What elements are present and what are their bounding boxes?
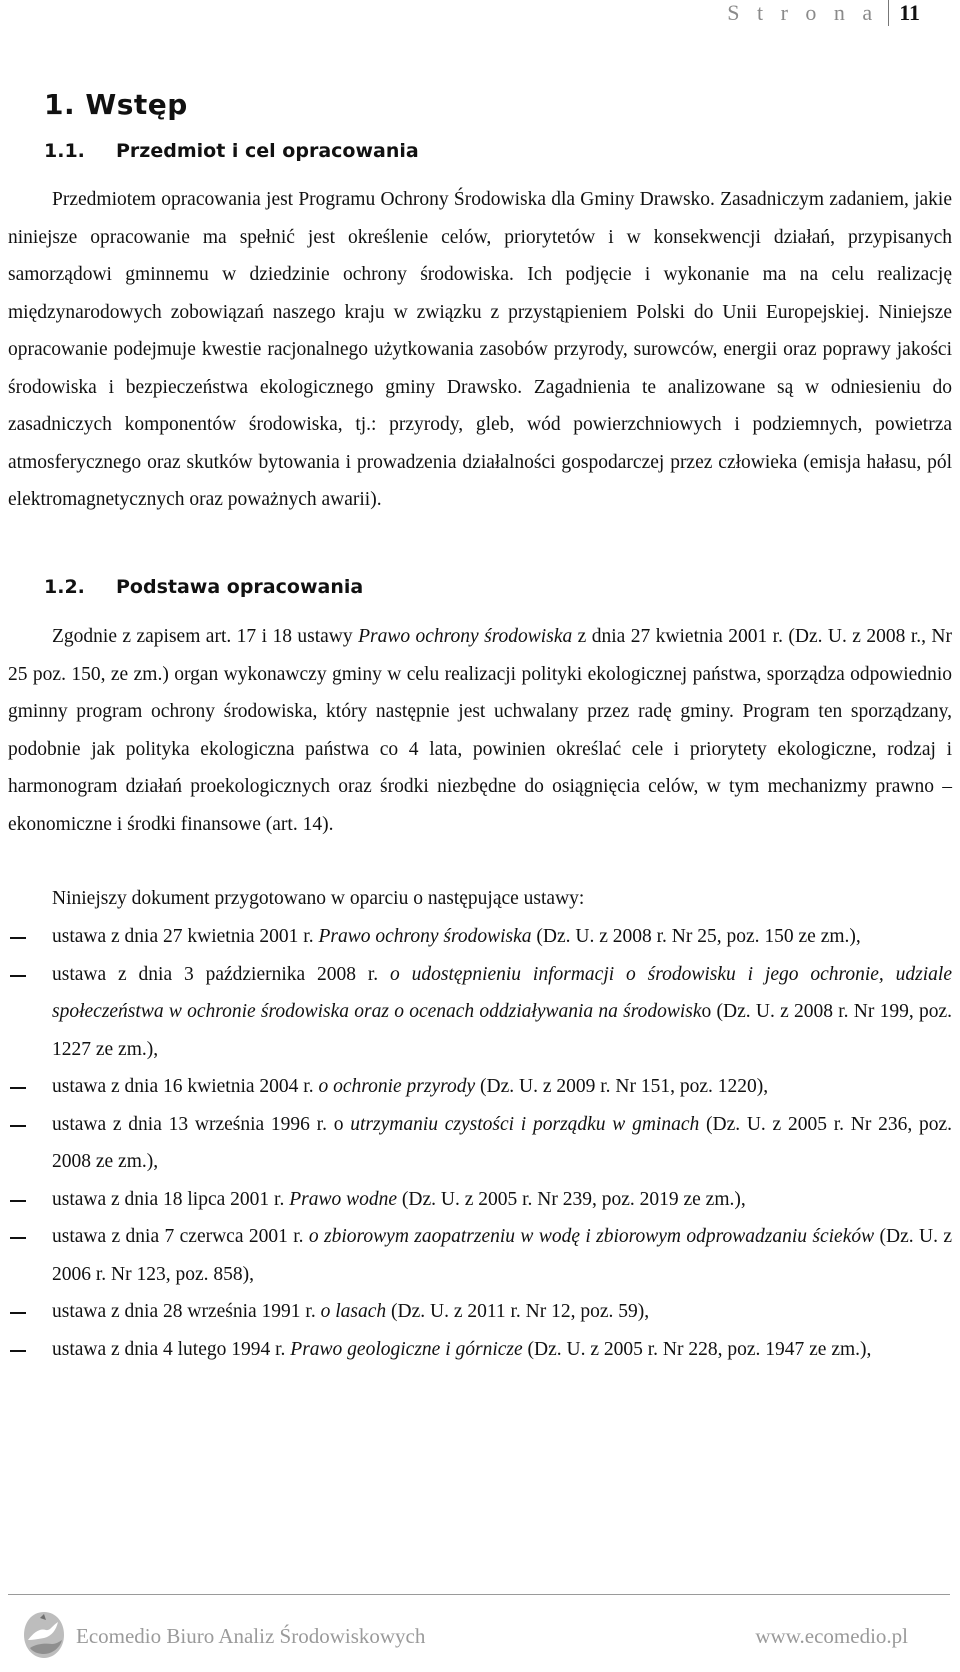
chapter-heading: 1. Wstęp: [44, 88, 188, 121]
list-item: ustawa z dnia 28 września 1991 r. o lasach (Dz. U. z 2011 r. Nr 12, poz. 59),: [52, 1301, 650, 1322]
list-item: ustawa z dnia 7 czerwca 2001 r. o zbiorowym zaopatrzeniu w wodę i zbiorowym odprowadzaniu ścieków (Dz. U. z 2006 r. Nr 123, poz. 858),: [52, 1226, 952, 1285]
section-number: 1.1.: [44, 140, 85, 162]
section-title: Przedmiot i cel opracowania: [116, 140, 419, 162]
page-header: [727, 0, 920, 24]
section-heading-1-2: [44, 576, 363, 598]
list-item: ustawa z dnia 4 lutego 1994 r. Prawo geologiczne i górnicze (Dz. U. z 2005 r. Nr 228, poz. 1947 ze zm.),: [52, 1338, 872, 1360]
page-number: 11: [899, 0, 920, 25]
footer-divider: [8, 1594, 950, 1595]
list-item: ustawa z dnia 18 lipca 2001 r. Prawo wodne (Dz. U. z 2005 r. Nr 239, poz. 2019 ze zm.),: [52, 1188, 746, 1210]
legal-basis-act-title: Prawo ochrony środowiska: [358, 626, 573, 647]
legal-basis-text-b: z dnia 27 kwietnia 2001 r. (Dz. U. z 2008 r., Nr 25 poz. 150, ze zm.) organ wykonawczy gminy w celu realizacji polityki ekologicznej państwa, sporządza odpowiednio gminny program ochrony środowiska, który następnie jest uchwalany przez radę gminy. Program ten sporządzany, podobnie jak polityka ekologiczna państwa co 4 lata, powinien określać cele i priorytety ekologiczne, rodzaj i harmonogram działań proekologicznych oraz środki niezbędne do osiągnięcia celów, w tym mechanizmy prawno – ekonomiczne i środki finansowe (art. 14).: [8, 626, 952, 835]
footer-website-link[interactable]: www.ecomedio.pl: [755, 1624, 908, 1648]
paragraph-legal-basis: [8, 618, 952, 843]
list-item: ustawa z dnia 16 kwietnia 2004 r. o ochronie przyrody (Dz. U. z 2009 r. Nr 151, poz. 1220),: [52, 1076, 769, 1097]
paragraph-laws-intro: Niniejszy dokument przygotowano w oparciu o następujące ustawy:: [52, 888, 585, 909]
laws-list: [8, 918, 952, 1368]
section-heading-1-1: [44, 140, 419, 162]
footer-company-name: Ecomedio Biuro Analiz Środowiskowych: [76, 1624, 426, 1648]
page-label: S t r o n a: [727, 0, 879, 25]
list-item: ustawa z dnia 3 października 2008 r. o udostępnieniu informacji o środowisku i jego ochronie, udziale społeczeństwa w ochronie środowiska oraz o ocenach oddziaływania na środowisko (Dz. U. z 2008 r. Nr 199, poz. 1227 ze zm.),: [52, 963, 952, 1060]
section-title: Podstawa opracowania: [116, 576, 364, 598]
section-number: 1.2.: [44, 576, 85, 598]
header-divider: [888, 0, 889, 26]
list-item: ustawa z dnia 13 września 1996 r. o utrzymaniu czystości i porządku w gminach (Dz. U. z 2005 r. Nr 236, poz. 2008 ze zm.),: [52, 1113, 952, 1172]
paragraph-intro: Przedmiotem opracowania jest Programu Ochrony Środowiska dla Gminy Drawsko. Zasadniczym zadaniem, jakie niniejsze opracowanie ma spełnić jest określenie celów, priorytetów i w konsekwencji działań, przypisanych samorządowi gminnemu w dziedzinie ochrony środowiska. Ich podjęcie i wykonanie ma na celu realizację międzynarodowych zobowiązań naszego kraju w związku z przystąpieniem Polski do Unii Europejskiej. Niniejsze opracowanie podejmuje kwestie racjonalnego użytkowania zasobów przyrody, surowców, energii oraz poprawy jakości środowiska i bezpieczeństwa ekologicznego gminy Drawsko. Zagadnienia te analizowane są w odniesieniu do zasadniczych komponentów środowiska, tj.: przyrody, gleb, wód powierzchniowych i podziemnych, powietrza atmosferycznego oraz skutków bytowania i prowadzenia działalności gospodarczej przez człowieka (emisja hałasu, pól elektromagnetycznych oraz poważnych awarii).: [8, 189, 952, 510]
ecomedio-logo-icon: [22, 1610, 66, 1660]
page-footer: [0, 1584, 960, 1672]
legal-basis-text-a: Zgodnie z zapisem art. 17 i 18 ustawy: [52, 626, 359, 647]
list-item: ustawa z dnia 27 kwietnia 2001 r. Prawo ochrony środowiska (Dz. U. z 2008 r. Nr 25, poz. 150 ze zm.),: [52, 926, 861, 947]
